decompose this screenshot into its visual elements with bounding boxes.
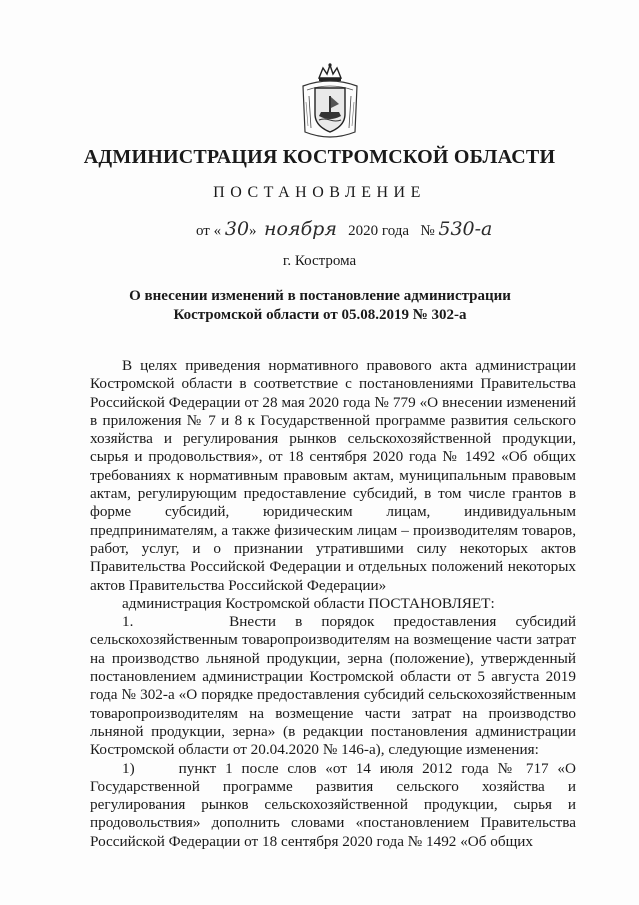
date-quote-close: » <box>249 223 257 239</box>
city: г. Кострома <box>282 253 357 269</box>
subject-line-2: Костромской области от 05.08.2019 № 302-а <box>173 307 467 323</box>
document-subject <box>100 287 540 325</box>
date-day-handwritten: 30 <box>224 218 250 240</box>
decree-paragraph: администрация Костромской области ПОСТАНОВЛЯЕТ: <box>122 594 495 612</box>
document-type: ПОСТАНОВЛЕНИЕ <box>213 184 426 201</box>
number-sign: № <box>420 223 435 239</box>
item-1-paragraph: 1. Внести в порядок предоставления субсидий сельскохозяйственным товаропроизводителям на возмещение части затрат на производство льняной продукции, зерна (положение), утвержденный постановлением администрации Костромской области от 5 августа 2019 года № 302-а «О порядке предоставления субсидий сельскохозяйственным товаропроизводителям на возмещение части затрат на производство льняной продукции, зерна» (в редакции постановления администрации Костромской области от 20.04.2020 № 146-а), следующие изменения: <box>90 613 576 759</box>
document-number-handwritten: 530-а <box>438 218 493 240</box>
item-1-1-paragraph: 1) пункт 1 после слов «от 14 июля 2012 года № 717 «О Государственной программе развития сельского хозяйства и регулирования рынков сельскохозяйственной продукции, сырья и продовольствия» дополнить словами «постановлением Правительства Российской Федерации от 18 сентября 2020 года № 1492 «Об общих <box>90 759 576 850</box>
coat-of-arms-emblem <box>297 62 363 142</box>
date-prefix: от « <box>196 223 222 239</box>
date-month-handwritten: ноября <box>264 218 337 240</box>
subject-line-1: О внесении изменений в постановление администрации <box>129 288 511 304</box>
date-year: 2020 года <box>348 223 410 239</box>
date-number-line <box>196 218 492 240</box>
preamble-paragraph: В целях приведения нормативного правового акта администрации Костромской области в соответствие с постановлениями Правительства Российской Федерации от 28 мая 2020 года № 779 «О внесении изменений в приложения № 7 и 8 к Государственной программе развития сельского хозяйства и регулирования рынков сельскохозяйственной продукции, сырья и продовольствия», от 18 сентября 2020 года № 1492 «Об общих требованиях к нормативным правовым актам, муниципальным правовым актам, регулирующим предоставление субсидий, в том числе грантов в форме субсидий, юридическим лицам, индивидуальным предпринимателям, а также физическим лицам – производителям товаров, работ, услуг, и о признании утратившими силу некоторых актов Правительства Российской Федерации и отдельных положений некоторых актов Правительства Российской Федерации» <box>90 357 576 594</box>
organization-name: АДМИНИСТРАЦИЯ КОСТРОМСКОЙ ОБЛАСТИ <box>83 146 556 168</box>
document-body <box>90 357 576 851</box>
